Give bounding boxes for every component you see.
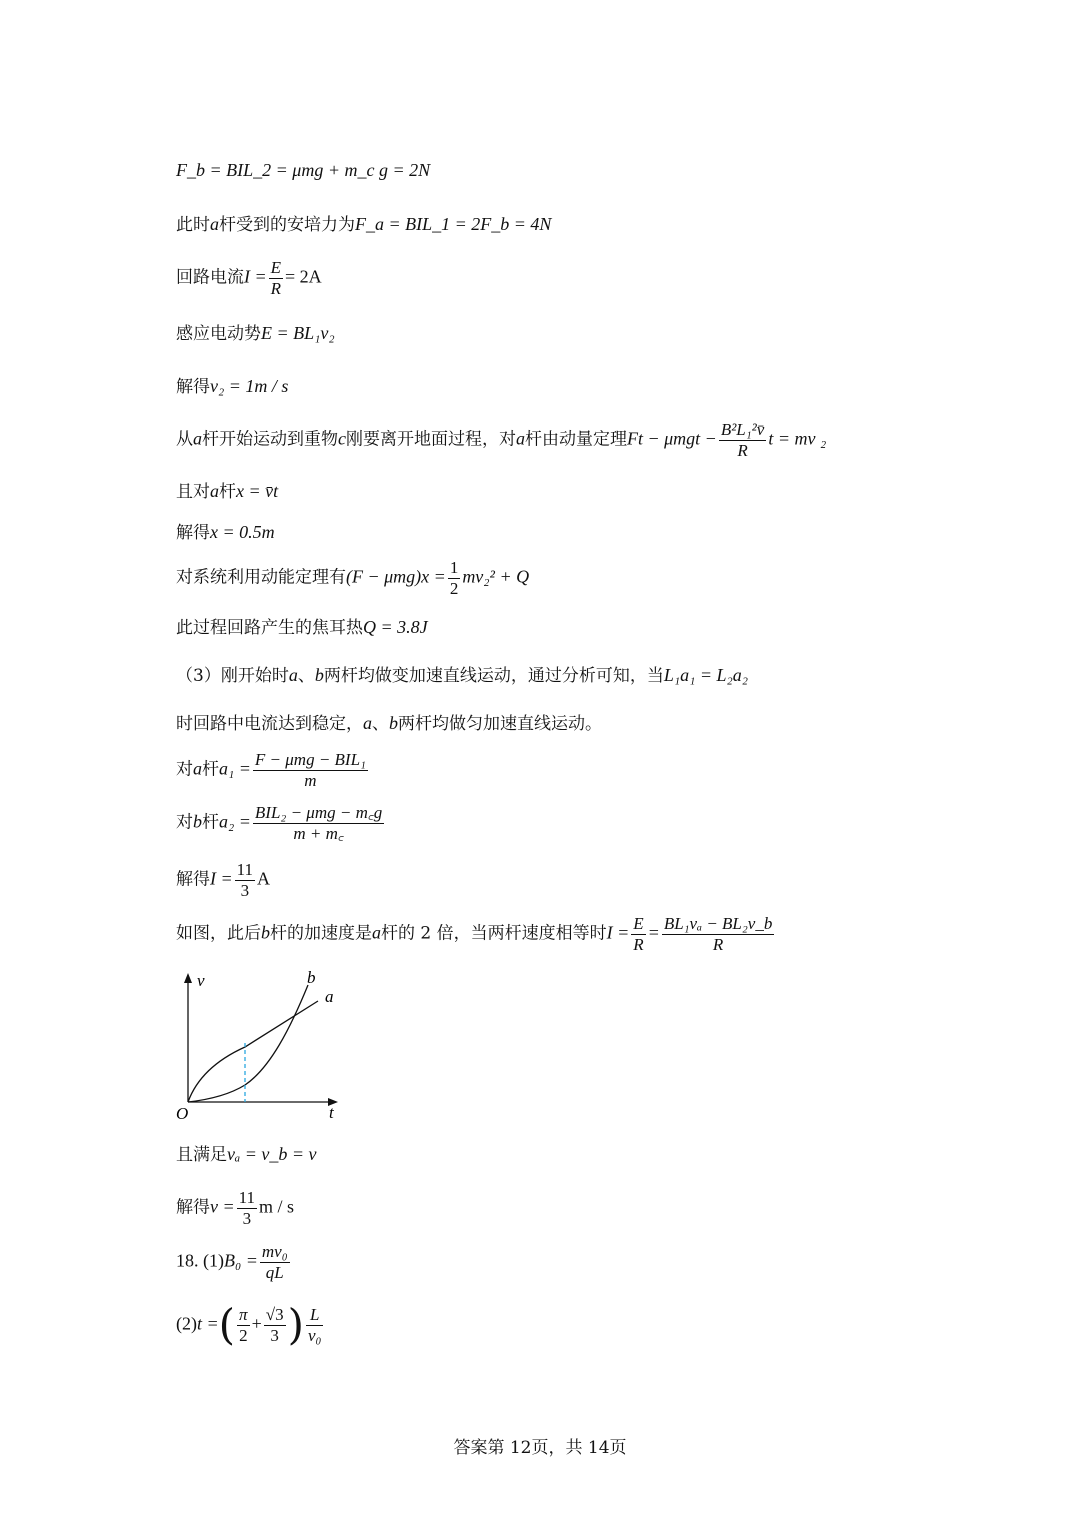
velocity-time-graph [170, 965, 350, 1125]
text: 杆由动量定理 [525, 429, 627, 450]
numerator: 11 [236, 860, 254, 879]
numerator: E [270, 258, 282, 277]
eq-fa [176, 214, 551, 236]
text: 且满足 [176, 1145, 227, 1165]
lhs: I = [244, 266, 267, 287]
text: 对 [176, 812, 193, 833]
var: b [389, 713, 398, 733]
page-footer: 答案第 12页，共 14页 [453, 1438, 627, 1458]
numerator: mv₀ [261, 1242, 288, 1261]
text: 、 [372, 714, 389, 734]
numerator: L [306, 1305, 323, 1326]
text: 杆 [202, 759, 219, 780]
denominator: m [304, 770, 317, 790]
fraction [719, 420, 767, 460]
var: c [338, 428, 346, 449]
var: b [314, 665, 324, 685]
text: 两杆均做变加速直线运动，通过分析可知，当 [323, 666, 664, 686]
eq-right: t = mv ₂ [768, 428, 827, 449]
fraction [264, 1305, 286, 1345]
denominator: m + m꜀ [293, 823, 344, 843]
lhs: t = [197, 1313, 219, 1334]
part3-b [176, 713, 602, 735]
text: 、 [297, 666, 315, 686]
denominator: v₀ [307, 1325, 322, 1345]
eq-xvt [176, 481, 278, 503]
eq-current [176, 258, 322, 298]
eq-a1 [176, 750, 370, 790]
curve-b [188, 985, 308, 1102]
fraction [306, 1305, 323, 1345]
numerator: π [239, 1304, 248, 1324]
text: 对系统利用动能定理有 [176, 567, 346, 588]
lhs: I = [606, 922, 630, 943]
question-number: 18. (1) [176, 1250, 224, 1271]
fraction [269, 258, 283, 298]
eq-right: mv₂² + Q [462, 566, 530, 587]
fraction [662, 914, 775, 954]
denominator: 3 [240, 880, 250, 900]
eq-satisfy-expr: vₐ = v_b = v [227, 1144, 317, 1164]
numerator: E [633, 914, 644, 933]
numerator: BL₁vₐ − BL₂v_b [663, 914, 773, 933]
eq-part3-expr: L₁a₁ = L₂a₂ [663, 665, 749, 685]
rhs: = 2A [285, 266, 322, 287]
eq-fb [176, 160, 430, 182]
t-axis-label: t [329, 1103, 334, 1122]
plus: + [251, 1313, 262, 1334]
right-paren: ) [287, 1300, 304, 1349]
numerator: B²L₁²v̄ [720, 420, 765, 439]
eq-equal [176, 914, 776, 954]
origin-label: O [176, 1104, 189, 1123]
denominator: 2 [239, 1325, 248, 1345]
text: 解得 [176, 1197, 210, 1218]
eq-v [176, 1188, 294, 1228]
curve-a [188, 1001, 318, 1102]
text: 从 [176, 429, 193, 450]
curve-b-label: b [307, 968, 316, 987]
var: a [372, 922, 381, 943]
fraction [448, 558, 461, 598]
numerator: 1 [449, 558, 459, 577]
var: b [193, 811, 202, 832]
denominator: R [737, 440, 748, 460]
v-axis-arrow [184, 973, 192, 983]
var: a [193, 758, 202, 779]
numerator: BIL₂ − μmg − m꜀g [254, 803, 383, 822]
fraction [237, 1188, 257, 1228]
v-axis-label: v [197, 971, 205, 990]
eq-emf-expr: E = BL₁v₂ [261, 323, 335, 343]
text: 杆开始运动到重物 [202, 429, 338, 450]
numerator: F − μmg − BIL₁ [254, 750, 366, 769]
text: （3）刚开始时 [176, 666, 289, 686]
eq-x [176, 522, 275, 544]
denominator: R [633, 934, 644, 954]
fraction [235, 860, 255, 900]
rhs: A [257, 868, 271, 889]
part-number: (2) [176, 1313, 197, 1334]
denominator: 2 [449, 578, 459, 598]
eq-left: (F − μmg)x = [346, 566, 446, 587]
left-paren: ( [218, 1300, 236, 1349]
equals: = [647, 922, 660, 943]
text: 杆 [219, 482, 236, 502]
eq-heat [176, 617, 428, 639]
numerator: √3 [265, 1304, 284, 1324]
text: 刚要离开地面过程，对 [346, 429, 516, 450]
denominator: R [712, 934, 724, 954]
eq-i [176, 860, 270, 900]
var: a [516, 428, 525, 449]
text: 时回路中电流达到稳定， [176, 714, 363, 734]
var: a [210, 214, 219, 234]
text: 感应电动势 [176, 324, 261, 344]
lhs: a₁ = [219, 758, 251, 779]
rhs: m / s [259, 1196, 295, 1217]
var: a [210, 481, 219, 501]
text: 此时 [176, 215, 210, 235]
eq-xvt-expr: x = v̄t [236, 481, 279, 501]
text: 如图，此后 [176, 923, 261, 944]
text: 解得 [176, 377, 210, 397]
text: 且对 [176, 482, 210, 502]
text: 杆受到的安培力为 [219, 215, 355, 235]
eq-a2 [176, 803, 386, 843]
eq-momentum [176, 420, 826, 460]
text: 解得 [176, 523, 210, 543]
var: a [193, 428, 202, 449]
numerator: 11 [238, 1188, 256, 1207]
eq-satisfy [176, 1144, 317, 1166]
text: 解得 [176, 869, 210, 890]
q18-part1 [176, 1242, 292, 1282]
eq-v2 [176, 376, 288, 398]
text: 对 [176, 759, 193, 780]
fraction [253, 803, 384, 843]
text: 两杆均做匀加速直线运动。 [398, 714, 602, 734]
fraction [260, 1242, 290, 1282]
fraction [237, 1305, 250, 1345]
eq-heat-expr: Q = 3.8J [363, 617, 428, 637]
lhs: B₀ = [224, 1250, 258, 1271]
text: 回路电流 [176, 267, 244, 288]
denominator: 3 [270, 1325, 279, 1345]
eq-fb-expr: F_b = BIL_2 = μmg + m_c g = 2N [176, 160, 431, 180]
curve-a-label: a [325, 987, 334, 1006]
text: 杆的加速度是 [270, 923, 372, 944]
part3-a [176, 665, 748, 687]
fraction [253, 750, 368, 790]
eq-emf [176, 323, 335, 345]
eq-v2-expr: v₂ = 1m / s [210, 376, 289, 396]
eq-left: Ft − μmgt − [627, 428, 717, 449]
lhs: a₂ = [219, 811, 251, 832]
text: 杆的 2 倍，当两杆速度相等时 [381, 923, 607, 944]
eq-x-expr: x = 0.5m [210, 522, 275, 542]
text: 此过程回路产生的焦耳热 [176, 618, 363, 638]
var: a [288, 665, 298, 685]
var: a [363, 713, 372, 733]
lhs: v = [210, 1196, 235, 1217]
denominator: qL [265, 1262, 284, 1282]
text: 杆 [202, 812, 219, 833]
eq-fa-expr: F_a = BIL_1 = 2F_b = 4N [355, 214, 552, 234]
lhs: I = [210, 868, 233, 889]
q18-part2 [176, 1300, 325, 1349]
var: b [261, 922, 270, 943]
denominator: R [270, 278, 282, 298]
fraction [631, 914, 645, 954]
eq-energy [176, 558, 529, 598]
denominator: 3 [242, 1208, 252, 1228]
